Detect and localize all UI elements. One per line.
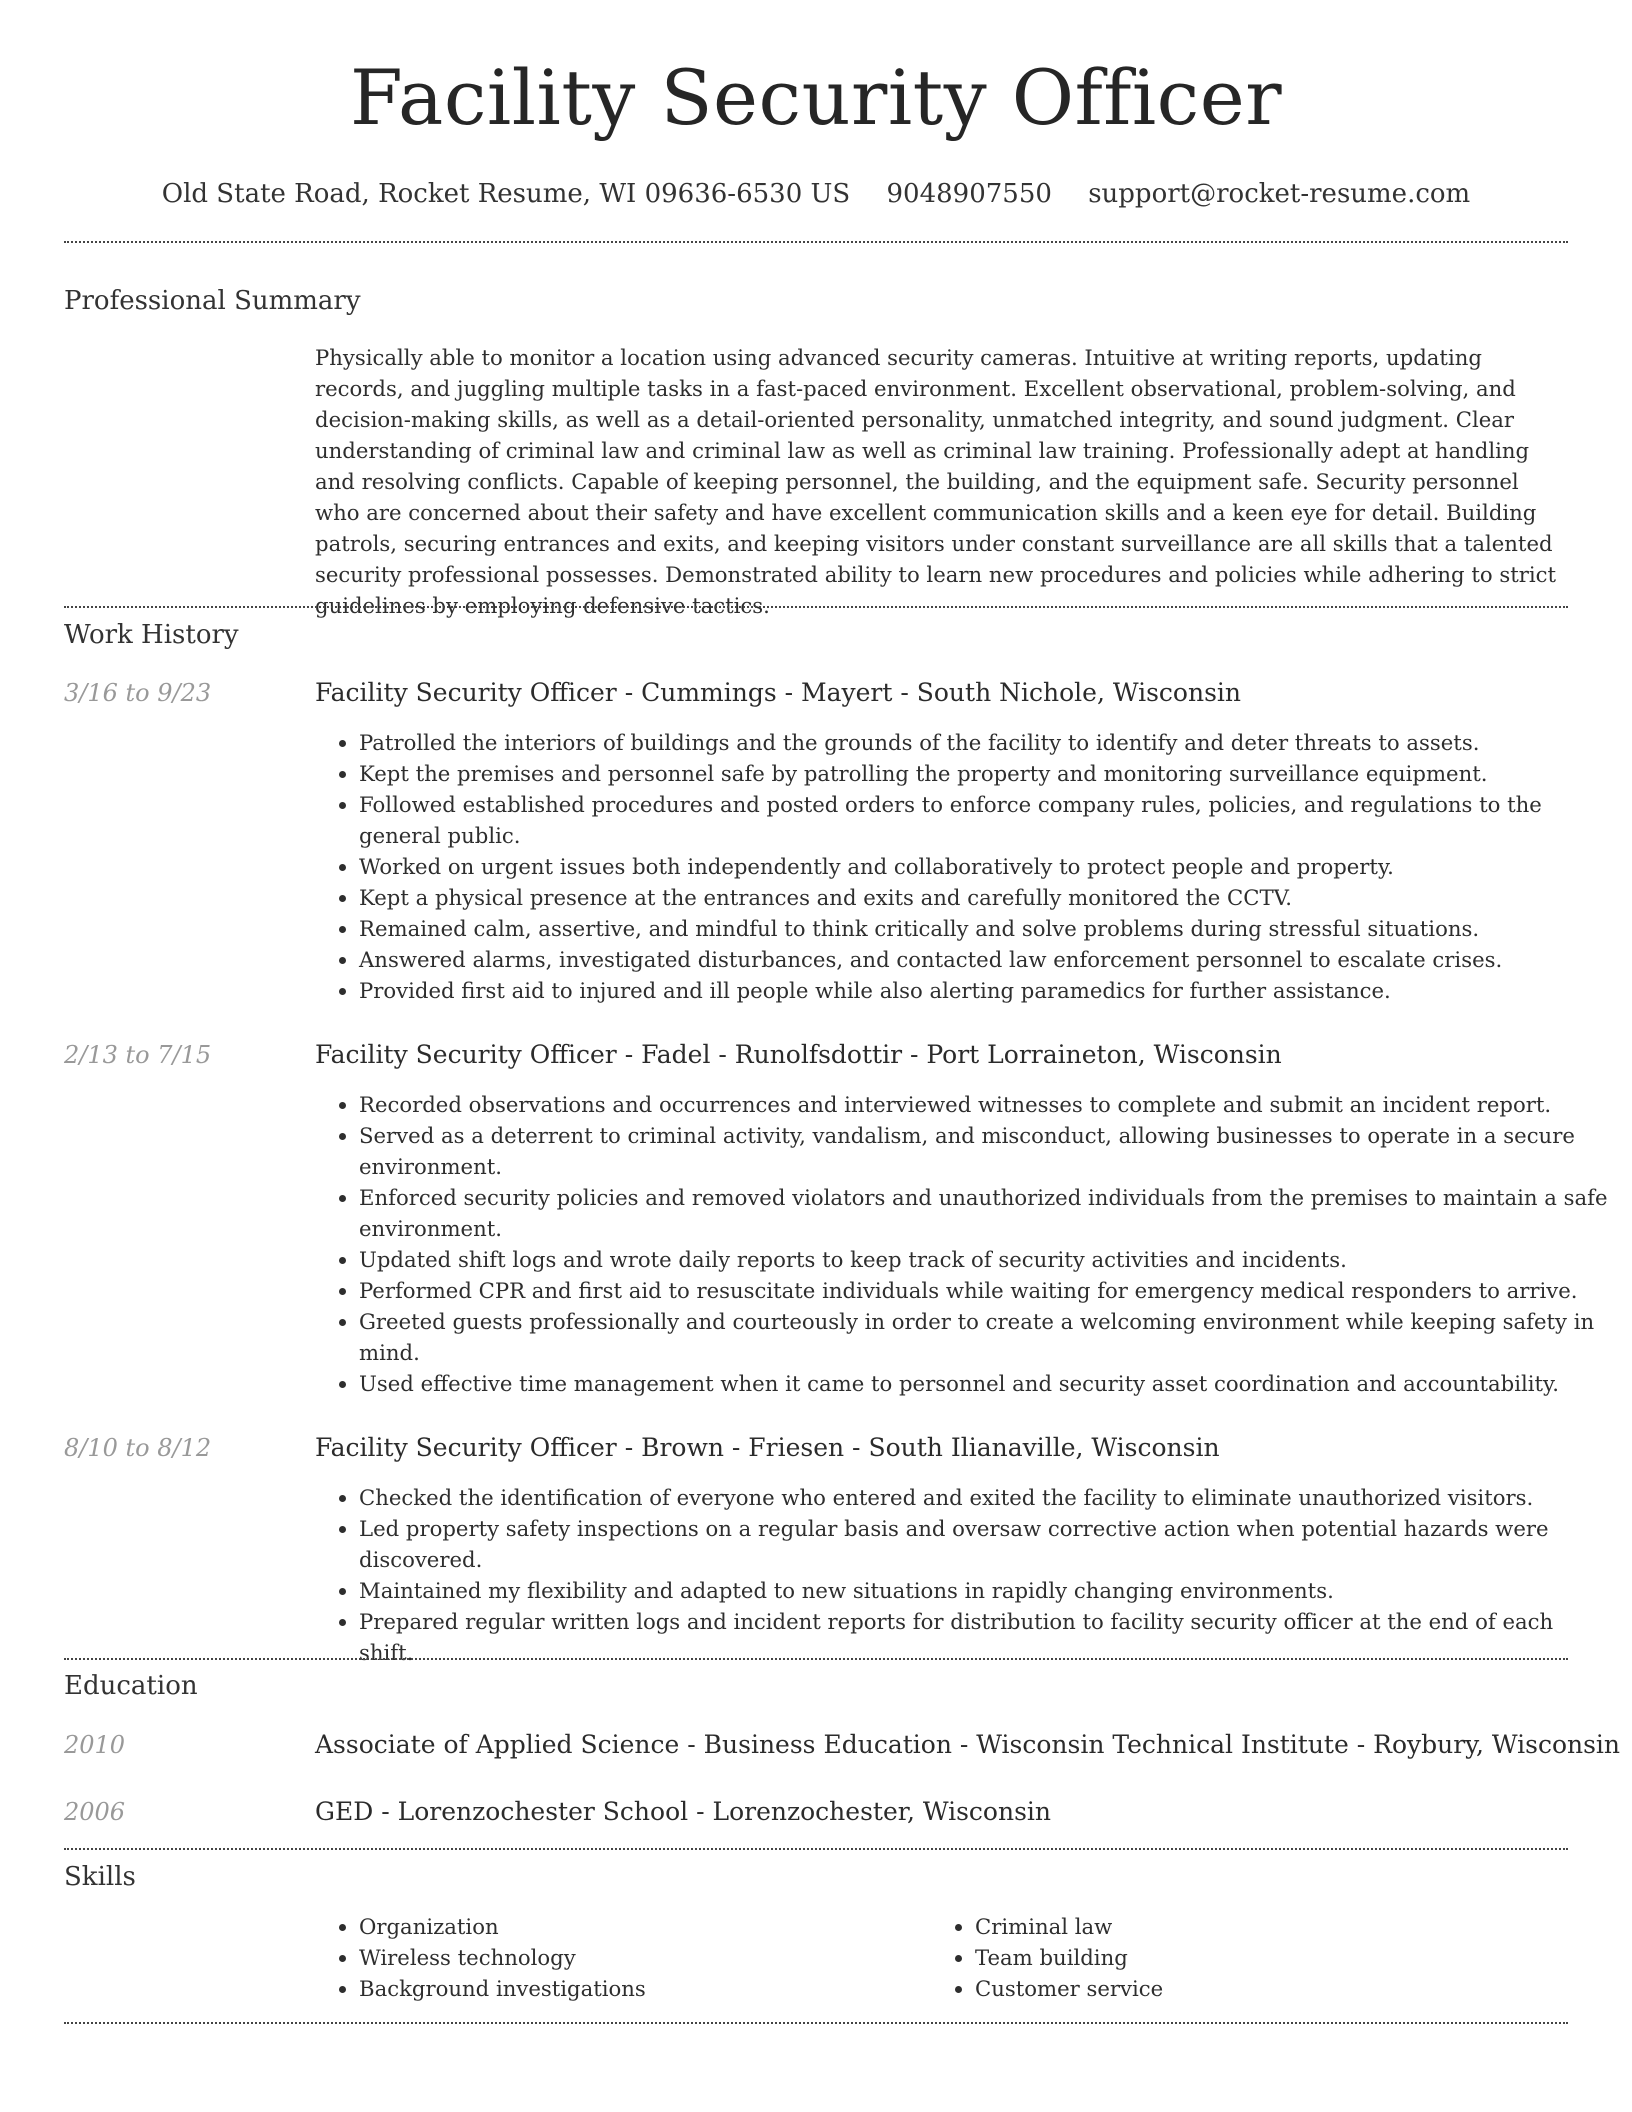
list-item: • Updated shift logs and wrote daily reports to keep track of security activities and incidents. bbox=[359, 1244, 1613, 1275]
list-item: • Checked the identification of everyone who entered and exited the facility to eliminate unauthorized visitors. bbox=[359, 1482, 1613, 1513]
list-item: • Used effective time management when it came to personnel and security asset coordination and accountability. bbox=[359, 1368, 1613, 1399]
job-dates: 2/13 to 7/15 bbox=[64, 1041, 212, 1069]
skill-item: • Team building bbox=[975, 1942, 1163, 1973]
list-item: • Answered alarms, investigated disturbances, and contacted law enforcement personnel to escalate crises. bbox=[359, 944, 1613, 975]
education-year: 2006 bbox=[64, 1798, 126, 1826]
list-item: • Enforced security policies and removed violators and unauthorized individuals from the premises to maintain a safe environment. bbox=[359, 1182, 1613, 1244]
section-title-skills: Skills bbox=[64, 1862, 136, 1892]
job-title: Facility Security Officer - Fadel - Runolfsdottir - Port Lorraineton, Wisconsin bbox=[315, 1040, 1282, 1069]
list-item: • Provided first aid to injured and ill people while also alerting paramedics for further assistance. bbox=[359, 975, 1613, 1006]
job-bullets bbox=[315, 1482, 1613, 1668]
job-title: Facility Security Officer - Brown - Friesen - South Ilianaville, Wisconsin bbox=[315, 1433, 1220, 1462]
divider bbox=[64, 1658, 1568, 1660]
skill-item: • Wireless technology bbox=[359, 1942, 646, 1973]
contact-phone: 9048907550 bbox=[886, 179, 1052, 209]
job-title: Facility Security Officer - Cummings - Mayert - South Nichole, Wisconsin bbox=[315, 678, 1242, 707]
skill-item: • Background investigations bbox=[359, 1973, 646, 2004]
skill-item: • Criminal law bbox=[975, 1911, 1163, 1942]
divider bbox=[64, 2022, 1568, 2024]
list-item: • Worked on urgent issues both independently and collaboratively to protect people and property. bbox=[359, 851, 1613, 882]
summary-text: Physically able to monitor a location using advanced security cameras. Intuitive at writing reports, updating records, and juggling multiple tasks in a fast-paced environment. Excellent observational, problem-solving, and decision-making skills, as well as a detail-oriented personality, unmatched integrity, and sound judgment. Clear understanding of criminal law and criminal law as well as criminal law training. Professionally adept at handling and resolving conflicts. Capable of keeping personnel, the building, and the equipment safe. Security personnel who are concerned about their safety and have excellent communication skills and a keen eye for detail. Building patrols, securing entrances and exits, and keeping visitors under constant surveillance are all skills that a talented security professional possesses. Demonstrated ability to learn new procedures and policies while adhering to strict guidelines by employing defensive tactics. bbox=[315, 345, 1557, 618]
list-item: • Greeted guests professionally and courteously in order to create a welcoming environment while keeping safety in mind. bbox=[359, 1306, 1613, 1368]
skills-list-left bbox=[315, 1911, 646, 2004]
contact-email: support@rocket-resume.com bbox=[1088, 179, 1471, 209]
job-bullets bbox=[315, 1089, 1613, 1399]
education-year: 2010 bbox=[64, 1731, 126, 1759]
candidate-name: Facility Security Officer bbox=[349, 53, 1283, 142]
list-item: • Remained calm, assertive, and mindful to think critically and solve problems during stressful situations. bbox=[359, 913, 1613, 944]
list-item: • Kept a physical presence at the entrances and exits and carefully monitored the CCTV. bbox=[359, 882, 1613, 913]
skill-item: • Organization bbox=[359, 1911, 646, 1942]
section-title-education: Education bbox=[64, 1671, 198, 1701]
job-dates: 3/16 to 9/23 bbox=[64, 679, 212, 707]
list-item: • Served as a deterrent to criminal activity, vandalism, and misconduct, allowing businesses to operate in a secure environment. bbox=[359, 1120, 1613, 1182]
list-item: • Followed established procedures and posted orders to enforce company rules, policies, and regulations to the general public. bbox=[359, 789, 1613, 851]
list-item: • Recorded observations and occurrences and interviewed witnesses to complete and submit an incident report. bbox=[359, 1089, 1613, 1120]
list-item: • Led property safety inspections on a regular basis and oversaw corrective action when potential hazards were discovered. bbox=[359, 1513, 1613, 1575]
skills-list-right bbox=[931, 1911, 1163, 2004]
contact-address: Old State Road, Rocket Resume, WI 09636-6530 US bbox=[161, 179, 851, 209]
divider bbox=[64, 606, 1568, 608]
job-bullets bbox=[315, 727, 1613, 1006]
job-dates: 8/10 to 8/12 bbox=[64, 1434, 212, 1462]
divider bbox=[64, 1848, 1568, 1850]
skill-item: • Customer service bbox=[975, 1973, 1163, 2004]
resume-header bbox=[64, 48, 1568, 210]
list-item: • Maintained my flexibility and adapted to new situations in rapidly changing environments. bbox=[359, 1575, 1613, 1606]
contact-line bbox=[64, 178, 1568, 210]
list-item: • Performed CPR and first aid to resuscitate individuals while waiting for emergency medical responders to arrive. bbox=[359, 1275, 1613, 1306]
education-entry: GED - Lorenzochester School - Lorenzochester, Wisconsin bbox=[315, 1797, 1052, 1826]
list-item: • Prepared regular written logs and incident reports for distribution to facility security officer at the end of each shift. bbox=[359, 1606, 1613, 1668]
list-item: • Kept the premises and personnel safe by patrolling the property and monitoring surveillance equipment. bbox=[359, 758, 1613, 789]
section-title-work: Work History bbox=[64, 620, 239, 650]
section-title-summary: Professional Summary bbox=[64, 286, 361, 316]
education-entry: Associate of Applied Science - Business Education - Wisconsin Technical Institute - Roybury, Wisconsin bbox=[315, 1730, 1621, 1759]
list-item: • Patrolled the interiors of buildings and the grounds of the facility to identify and deter threats to assets. bbox=[359, 727, 1613, 758]
divider bbox=[64, 241, 1568, 243]
